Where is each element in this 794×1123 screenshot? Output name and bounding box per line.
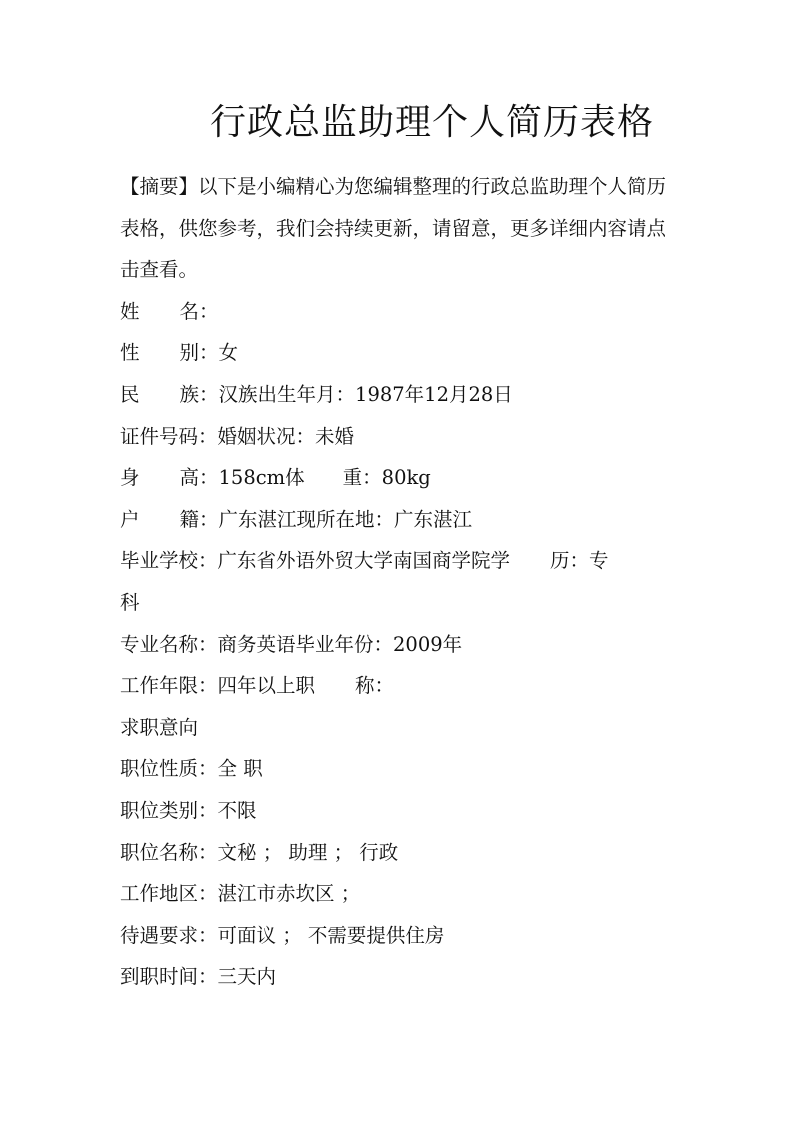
page-title: 行政总监助理个人简历表格 [209,102,654,143]
hukou-label-a: 户 [120,507,140,531]
school-row [120,540,680,582]
hukou-row [120,499,680,541]
work-years-b: 称： [355,674,395,698]
gender-value: 女 [218,341,239,365]
summary-paragraph: 【摘要】以下是小编精心为您编辑整理的行政总监助理个人简历表格，供您参考，我们会持续更新，请留意，更多详细内容请点击查看。 [120,175,667,282]
work-area-row: 工作地区：湛江市赤坎区 ； [120,882,361,906]
id-row: 证件号码：婚姻状况：未婚 [120,424,355,448]
ethnic-label-b: 族： [179,382,219,406]
major-row: 专业名称：商务英语毕业年份：2009年 [120,632,463,656]
weight-label: 重：80kg [342,466,431,490]
job-nature-row: 职位性质：全 职 [120,757,263,781]
hukou-label-b: 籍：广东湛江现所在地：广东湛江 [179,507,473,531]
school-label-a: 毕业学校：广东省外语外贸大学南国商学院学 [120,549,511,573]
name-label-a: 姓 [120,299,140,323]
gender-row [120,332,680,374]
gender-label-b: 别： [179,341,219,365]
job-name-row: 职位名称：文秘 ； 助理 ； 行政 [120,840,399,864]
work-years-row [120,665,680,707]
name-row [120,291,680,333]
school-row-cont: 科 [120,590,140,614]
name-label-b: 名： [179,299,219,323]
gender-label-a: 性 [120,341,140,365]
ethnic-row [120,374,680,416]
document-body [120,166,680,998]
salary-row: 待遇要求：可面议 ； 不需要提供住房 [120,923,445,947]
ethnic-value: 汉族出生年月：1987年12月28日 [218,382,513,406]
work-years-a: 工作年限：四年以上职 [120,674,316,698]
job-category-row: 职位类别：不限 [120,798,257,822]
intent-heading: 求职意向 [120,715,199,739]
start-time-row: 到职时间：三天内 [120,965,277,989]
school-label-b: 历：专 [550,549,609,573]
height-row [120,457,680,499]
height-label-b: 高：158cm体 [179,466,305,490]
height-label-a: 身 [120,466,140,490]
ethnic-label-a: 民 [120,382,140,406]
